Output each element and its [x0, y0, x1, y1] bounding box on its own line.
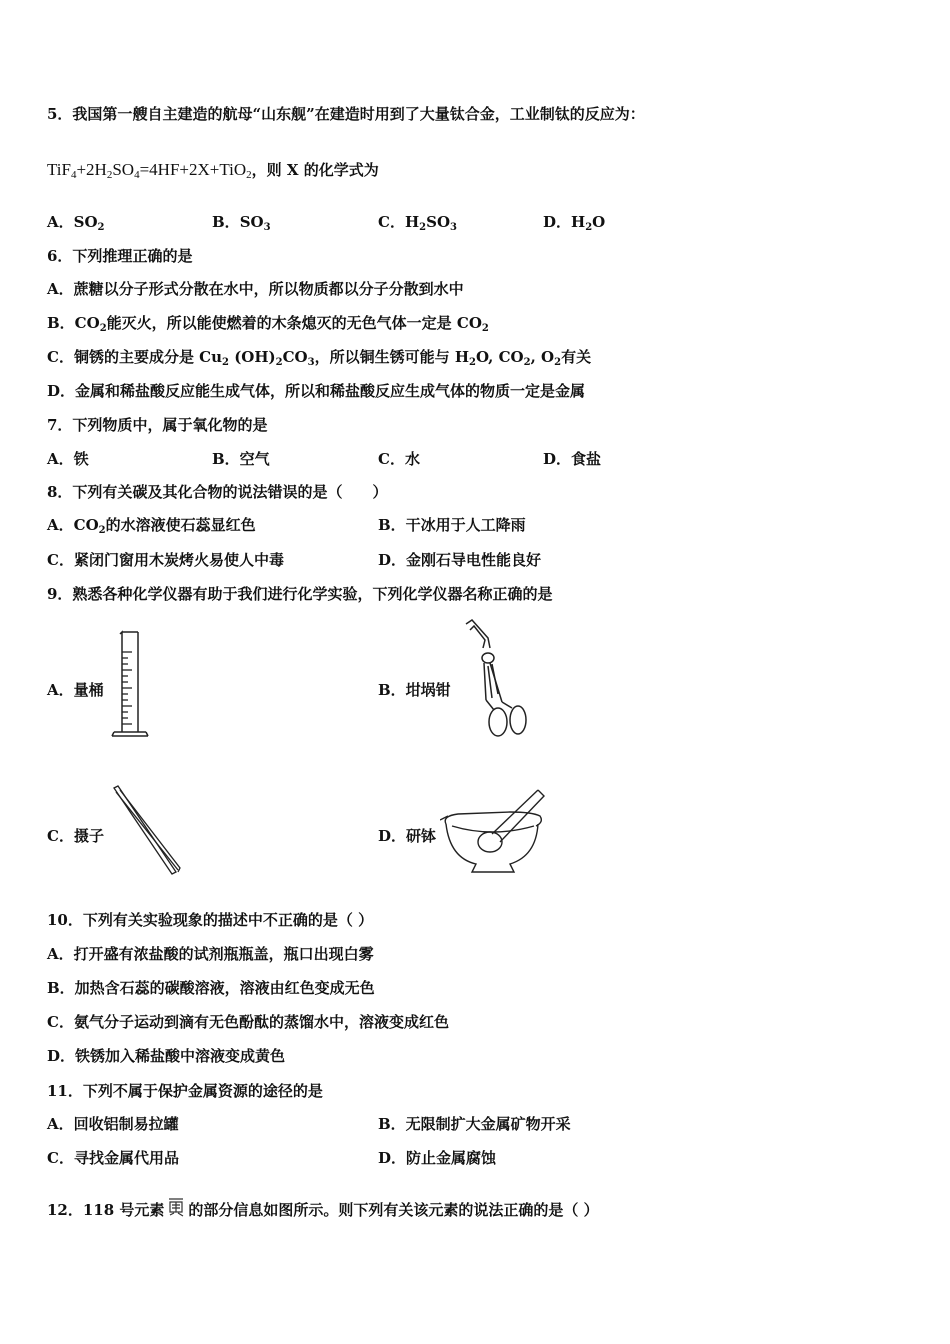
- q8-option-c[interactable]: C．紧闭门窗用木炭烤火易使人中毒: [47, 551, 284, 569]
- mortar-pestle-icon: [440, 786, 550, 878]
- q7-option-b[interactable]: B．空气: [212, 450, 270, 468]
- q11-stem: 11．下列不属于保护金属资源的途径的是: [47, 1082, 323, 1100]
- q5-equation-line: $TiF_4+2H_2SO_4=4HF+2X+TiO_2$，则 X 的化学式为: [47, 160, 379, 181]
- reaction-equation: $TiF_4+2H_2SO_4=4HF+2X+TiO_2$: [47, 160, 252, 181]
- q10-option-d[interactable]: D．铁锈加入稀盐酸中溶液变成黄色: [47, 1047, 286, 1065]
- q6-stem: 6．下列推理正确的是: [47, 247, 193, 265]
- q8-stem: 8．下列有关碳及其化合物的说法错误的是（ ）: [47, 483, 388, 501]
- q9-option-a[interactable]: A．量桶: [47, 681, 104, 699]
- q7-option-d[interactable]: D．食盐: [543, 450, 602, 468]
- graduated-cylinder-icon: [108, 628, 158, 742]
- q6-option-d[interactable]: D．金属和稀盐酸反应能生成气体，所以和稀盐酸反应生成气体的物质一定是金属: [47, 382, 586, 400]
- q11-option-c[interactable]: C．寻找金属代用品: [47, 1149, 179, 1167]
- q7-option-a[interactable]: A．铁: [47, 450, 89, 468]
- q10-option-b[interactable]: B．加热含石蕊的碳酸溶液，溶液由红色变成无色: [47, 979, 375, 997]
- q9-stem: 9．熟悉各种化学仪器有助于我们进行化学实验，下列化学仪器名称正确的是: [47, 585, 553, 603]
- q8-option-b[interactable]: B．干冰用于人工降雨: [378, 516, 526, 534]
- q10-option-c[interactable]: C．氨气分子运动到滴有无色酚酞的蒸馏水中，溶液变成红色: [47, 1013, 449, 1031]
- q6-option-b[interactable]: B．$CO_2$能灭火，所以能使燃着的木条熄灭的无色气体一定是 $CO_2$: [47, 314, 489, 334]
- q8-option-d[interactable]: D．金刚石导电性能良好: [378, 551, 542, 569]
- q11-option-b[interactable]: B．无限制扩大金属矿物开采: [378, 1115, 571, 1133]
- crucible-tongs-icon: [458, 618, 540, 744]
- q5-stem: 5．我国第一艘自主建造的航母“山东舰”在建造时用到了大量钛合金，工业制钛的反应为：: [47, 105, 645, 123]
- q5-option-c[interactable]: C．$H_2SO_3$: [378, 213, 457, 233]
- q10-option-a[interactable]: A．打开盛有浓盐酸的试剂瓶瓶盖，瓶口出现白雾: [47, 945, 374, 963]
- q7-option-c[interactable]: C．水: [378, 450, 420, 468]
- q6-option-a[interactable]: A．蔗糖以分子形式分散在水中，所以物质都以分子分散到水中: [47, 280, 464, 298]
- element-symbol-icon: [166, 1196, 186, 1218]
- q9-option-d[interactable]: D．研钵: [378, 827, 437, 845]
- q8-option-a[interactable]: A．$CO_2$的水溶液使石蕊显红色: [47, 516, 256, 536]
- q6-option-c[interactable]: C．铜锈的主要成分是 $Cu_2$ $(OH)_2CO_3$，所以铜生锈可能与 $H_2O$, $CO_2$, $O_2$有关: [47, 348, 592, 368]
- q11-option-d[interactable]: D．防止金属腐蚀: [378, 1149, 497, 1167]
- q5-option-a[interactable]: A．$SO_2$: [47, 213, 105, 233]
- q11-option-a[interactable]: A．回收铝制易拉罐: [47, 1115, 179, 1133]
- q9-option-c[interactable]: C．摄子: [47, 827, 104, 845]
- q10-stem: 10．下列有关实验现象的描述中不正确的是（ ）: [47, 911, 374, 929]
- q7-stem: 7．下列物质中，属于氧化物的是: [47, 416, 268, 434]
- q9-option-b[interactable]: B．坩埚钳: [378, 681, 451, 699]
- q12-stem: 12．118 号元素 的部分信息如图所示。则下列有关该元素的说法正确的是（ ）: [47, 1196, 599, 1220]
- q5-option-d[interactable]: D．$H_2O$: [543, 213, 606, 233]
- q5-option-b[interactable]: B．$SO_3$: [212, 213, 271, 233]
- tweezers-icon: [106, 784, 186, 878]
